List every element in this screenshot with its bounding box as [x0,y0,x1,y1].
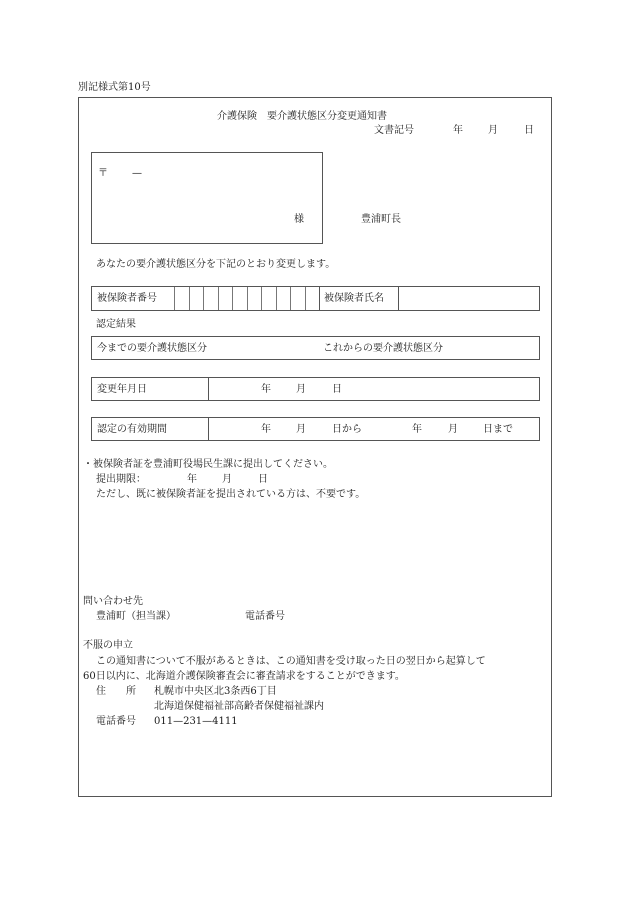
validity-row [91,417,540,441]
page-title: 介護保険 要介護状態区分変更通知書 [217,111,387,122]
change-date-label: 変更年月日 [97,384,147,395]
insured-number-digit-cell [232,287,248,310]
contact-heading: 問い合わせ先 [83,596,143,607]
insured-number-digit-cell [276,287,292,310]
change-date-day: 日 [332,384,342,395]
appeal-text-2: 60日以内に、北海道介護保険審査会に審査請求をすることができます。 [83,671,405,682]
care-level-row [91,336,540,360]
insured-number-digit-cell [305,287,321,310]
issuer-name: 豊浦町長 [361,214,401,225]
deadline-label: 提出期限： [96,474,146,485]
insured-number-digit-cell [203,287,219,310]
appeal-address-value: 札幌市中央区北3条西6丁目 [154,686,277,697]
deadline-day: 日 [258,474,268,485]
appeal-address-label: 住 所 [96,686,136,697]
previous-care-level-label: 今までの要介護状態区分 [97,343,207,354]
doc-ref-day: 日 [524,125,534,136]
appeal-heading: 不服の申立 [83,640,133,651]
contact-phone-label: 電話番号 [245,611,285,622]
change-date-month: 月 [296,384,306,395]
appeal-text-1: この通知書について不服があるときは、この通知書を受け取った日の翌日から起算して [96,656,486,667]
validity-year: 年 [261,424,271,435]
result-heading: 認定結果 [96,319,136,330]
doc-ref-month: 月 [488,125,498,136]
postal-dash: — [132,168,142,179]
appeal-phone-label: 電話番号 [96,716,136,727]
new-care-level-label: これからの要介護状態区分 [323,343,443,354]
appeal-office: 北海道保健福祉部高齢者保健福祉課内 [154,701,324,712]
insured-name-label: 被保険者氏名 [324,293,384,304]
deadline-month: 月 [222,474,232,485]
validity-label: 認定の有効期間 [97,424,167,435]
insured-number-cells [174,287,319,310]
honorific: 様 [294,214,304,225]
contact-office: 豊浦町（担当課） [96,611,176,622]
validity-year-end: 年 [412,424,422,435]
notice-line-3: ただし、既に被保険者証を提出されている方は、不要です。 [96,489,366,500]
appeal-phone-value: 011—231—4111 [154,716,238,727]
deadline-year: 年 [187,474,197,485]
address-box [91,152,323,244]
doc-ref-year: 年 [453,125,463,136]
insured-number-digit-cell [218,287,234,310]
validity-day-from: 日から [332,424,362,435]
notice-line-1: ・被保険者証を豊浦町役場民生課に提出してください。 [83,459,333,470]
doc-ref-label: 文書記号 [374,125,414,136]
intro-text: あなたの要介護状態区分を下記のとおり変更します。 [96,259,336,270]
validity-month-end: 月 [448,424,458,435]
change-date-row [91,377,540,401]
change-date-year: 年 [261,384,271,395]
insured-number-digit-cell [290,287,306,310]
insured-number-digit-cell [189,287,205,310]
postal-mark: 〒 [98,168,108,179]
insured-number-digit-cell [261,287,277,310]
insured-number-digit-cell [174,287,190,310]
insured-number-digit-cell [247,287,263,310]
form-number: 別記様式第10号 [78,82,151,93]
insured-number-label: 被保険者番号 [97,293,157,304]
validity-month: 月 [296,424,306,435]
insured-row [91,286,540,311]
validity-day-until: 日まで [483,424,513,435]
